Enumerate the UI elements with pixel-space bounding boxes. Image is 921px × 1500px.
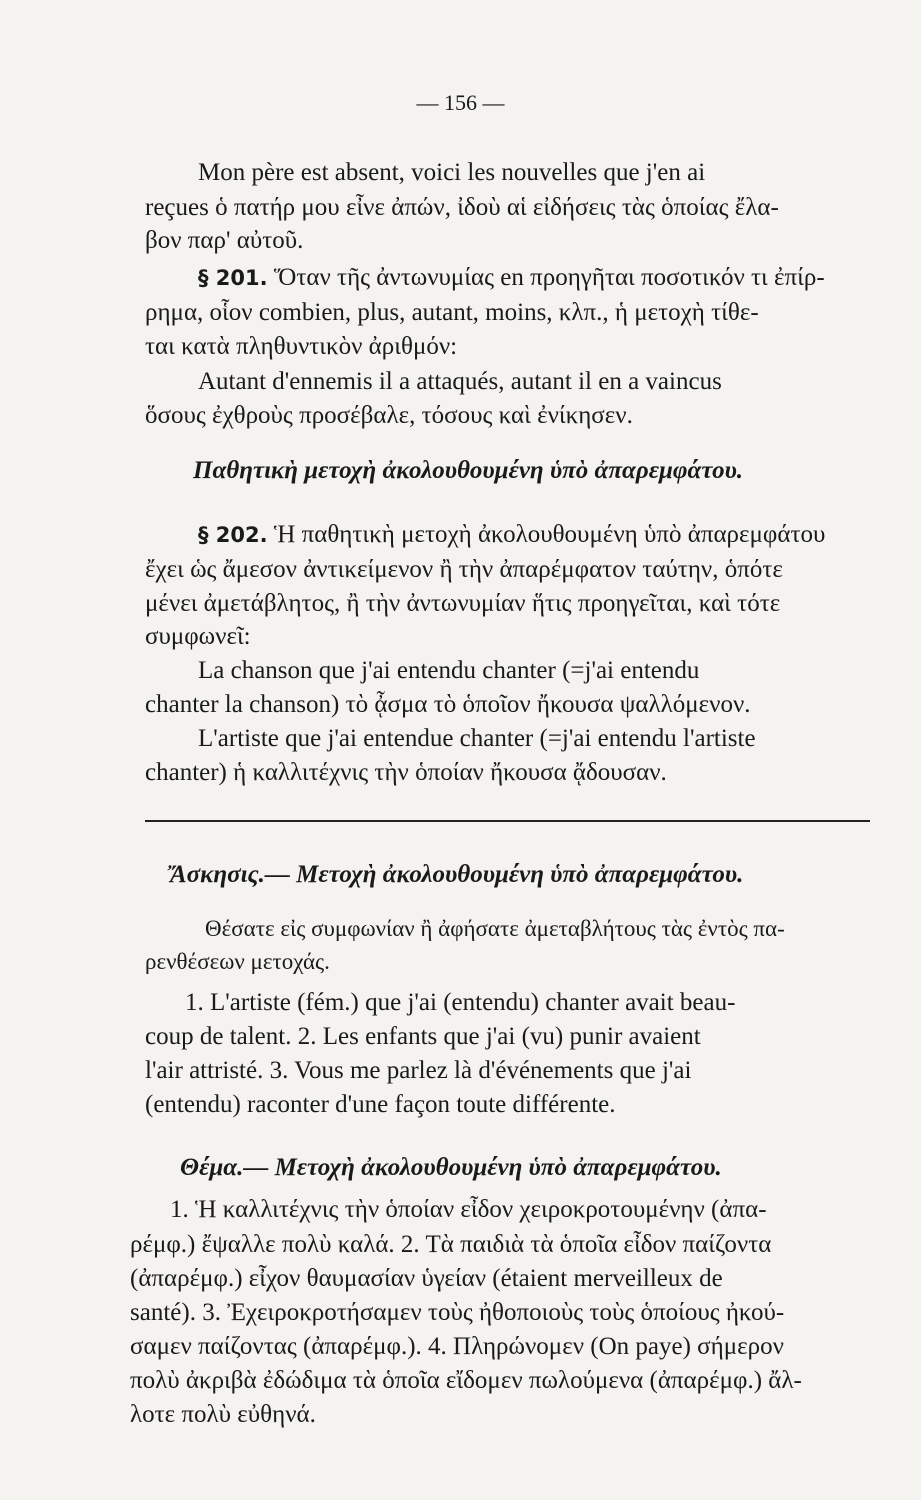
thema-line: σαμεν παίζοντας (ἀπαρέμφ.). 4. Πληρώνομεν (On paye) σήμερον (130, 1333, 784, 1360)
section-text: Ὅταν τῆς ἀντωνυμίας en προηγῆται ποσοτικόν τι ἐπίρ- (273, 264, 825, 291)
section-number: § 202. (198, 523, 268, 547)
thema-line: (ἀπαρέμφ.) εἶχον θαυμασίαν ὑγείαν (étaient merveilleux de (130, 1265, 723, 1292)
thema-heading: Θέμα.— Μετοχὴ ἀκολουθουμένη ὑπὸ ἀπαρεμφάτου. (180, 1154, 722, 1181)
exercise-line: coup de talent. 2. Les enfants que j'ai (vu) punir avaient (145, 1023, 701, 1050)
exercise-line: l'air attristé. 3. Vous me parlez là d'événements que j'ai (145, 1057, 692, 1084)
section-202-line (198, 522, 825, 547)
text-line: reçues ὁ πατήρ μου εἶνε ἀπών, ἰδοὺ αἱ εἰδήσεις τὰς ὁποίας ἔλα- (145, 194, 779, 221)
text-line: ὅσους ἐχθροὺς προσέβαλε, τόσους καὶ ἐνίκησεν. (145, 402, 633, 429)
example-line: chanter la chanson) τὸ ᾆσμα τὸ ὁποῖον ἤκουσα ψαλλόμενον. (145, 691, 751, 718)
text-line: ἔχει ὡς ἄμεσον ἀντικείμενον ἢ τὴν ἀπαρέμφατον ταύτην, ὁπότε (145, 556, 783, 583)
exercise-instruction: Θέσατε εἰς συμφωνίαν ἢ ἀφήσατε ἀμεταβλήτους τὰς ἐντὸς πα- (205, 916, 785, 941)
thema-line: ρέμφ.) ἔψαλλε πολὺ καλά. 2. Τὰ παιδιὰ τὰ ὁποῖα εἶδον παίζοντα (130, 1231, 772, 1258)
exercise-instruction: ρενθέσεων μετοχάς. (145, 949, 330, 974)
section-text: Ἡ παθητικὴ μετοχὴ ἀκολουθουμένη ὑπὸ ἀπαρεμφάτου (273, 521, 826, 548)
thema-line: πολὺ ἀκριβὰ ἐδώδιμα τὰ ὁποῖα εἴδομεν πωλούμενα (ἀπαρέμφ.) ἄλ- (130, 1367, 802, 1394)
thema-line: 1. Ἡ καλλιτέχνις τὴν ὁποίαν εἶδον χειροκροτουμένην (ἀπα- (170, 1196, 767, 1223)
example-line: L'artiste que j'ai entendue chanter (=j'ai entendu l'artiste (198, 725, 756, 752)
example-line: Autant d'ennemis il a attaqués, autant il en a vaincus (198, 368, 722, 395)
section-number: § 201. (198, 266, 268, 290)
thema-line: santé). 3. Ἐχειροκροτήσαμεν τοὺς ἠθοποιοὺς τοὺς ὁποίους ἠκού- (130, 1299, 785, 1326)
thema-line: λοτε πολὺ εὐθηνά. (130, 1401, 316, 1428)
section-heading: Παθητικὴ μετοχὴ ἀκολουθουμένη ὑπὸ ἀπαρεμφάτου. (193, 457, 744, 484)
text-line: ται κατὰ πληθυντικὸν ἀριθμόν: (145, 333, 458, 360)
text-line: συμφωνεῖ: (145, 623, 251, 650)
text-line: μένει ἀμετάβλητος, ἢ τὴν ἀντωνυμίαν ἥτις προηγεῖται, καὶ τότε (145, 590, 781, 617)
example-line: chanter) ἡ καλλιτέχνις τὴν ὁποίαν ἤκουσα ᾄδουσαν. (145, 759, 667, 786)
divider-rule (145, 820, 870, 822)
exercise-line: (entendu) raconter d'une façon toute différente. (145, 1091, 616, 1118)
section-201-line (198, 265, 825, 290)
example-line: La chanson que j'ai entendu chanter (=j'ai entendu (198, 657, 700, 684)
text-line: Mon père est absent, voici les nouvelles que j'en ai (198, 159, 706, 186)
text-line: ρημα, οἷον combien, plus, autant, moins, κλπ., ἡ μετοχὴ τίθε- (145, 299, 759, 326)
page-number: — 156 — (416, 90, 505, 115)
text-line: βον παρ' αὐτοῦ. (145, 227, 304, 254)
exercise-line: 1. L'artiste (fém.) que j'ai (entendu) chanter avait beau- (185, 989, 736, 1016)
exercise-heading: Ἄσκησις.— Μετοχὴ ἀκολουθουμένη ὑπὸ ἀπαρεμφάτου. (170, 861, 744, 888)
